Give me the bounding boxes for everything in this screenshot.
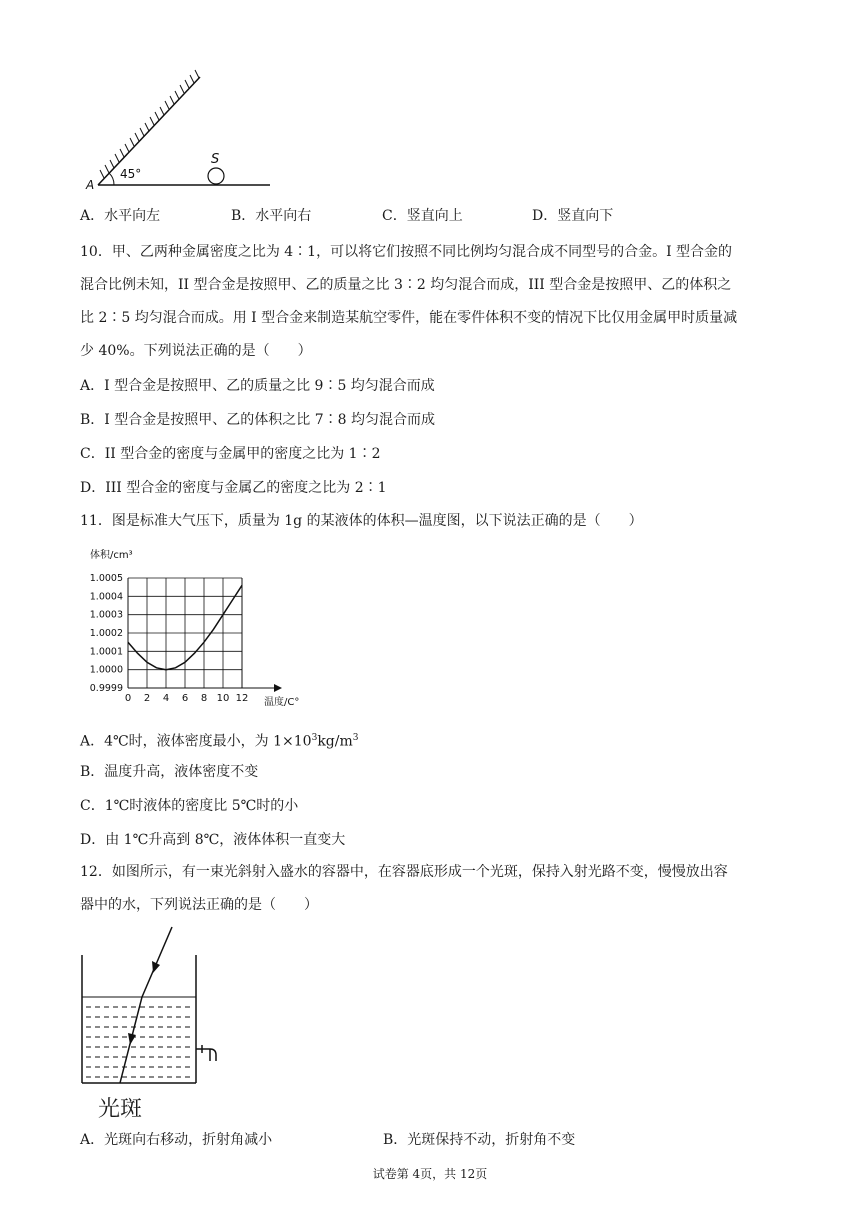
- angle-arc: [109, 173, 114, 185]
- q11-option-b[interactable]: B．温度升高，液体密度不变: [80, 764, 259, 780]
- page-footer: 试卷第 4页，共 12页: [372, 1167, 488, 1181]
- x-tick-label: 12: [235, 693, 249, 704]
- q9-option-b-letter: B．: [231, 208, 256, 224]
- point-s-label: S: [211, 152, 220, 167]
- y-tick-label: 0.9999: [89, 683, 123, 694]
- q12-option-a[interactable]: A．光斑向右移动，折射角减小: [80, 1132, 273, 1148]
- q10-option-c[interactable]: C．II 型合金的密度与金属甲的密度之比为 1∶2: [80, 446, 381, 462]
- angle-label: 45°: [120, 167, 142, 181]
- mirror-figure: [80, 65, 280, 195]
- q9-option-c-letter: C．: [382, 208, 407, 224]
- q10-stem-line-4: 少 40%。下列说法正确的是（ ）: [80, 343, 312, 359]
- water-dashes: [86, 1007, 194, 1077]
- q11-option-a-prefix: A．4℃时，液体密度最小，为 1×10: [80, 733, 312, 750]
- q10-stem-line-3: 比 2∶5 均匀混合而成。用 I 型合金来制造某航空零件，能在零件体积不变的情况下比仅用金属甲时质量减: [80, 310, 738, 326]
- water-container-figure: [70, 925, 230, 1090]
- q9-option-a[interactable]: [80, 206, 160, 226]
- x-tick-label: 2: [143, 693, 151, 704]
- q9-option-b[interactable]: [231, 206, 311, 226]
- q11-option-a[interactable]: [80, 728, 359, 752]
- q11-option-d[interactable]: D．由 1℃升高到 8℃，液体体积一直变大: [80, 832, 346, 848]
- incident-ray: [142, 927, 172, 997]
- q9-option-b-text: 水平向右: [255, 208, 312, 224]
- q11-option-a-exp: 3: [311, 733, 318, 743]
- q12-option-b[interactable]: B．光斑保持不动，折射角不变: [383, 1132, 576, 1148]
- q9-option-a-letter: A．: [80, 208, 105, 224]
- refracted-arrow: [128, 1033, 136, 1045]
- q11-option-c[interactable]: C．1℃时液体的密度比 5℃时的小: [80, 798, 299, 814]
- y-tick-label: 1.0005: [89, 573, 123, 584]
- point-s-circle: [208, 168, 224, 184]
- q10-stem-line-1: 10．甲、乙两种金属密度之比为 4∶1，可以将它们按照不同比例均匀混合成不同型号的合金。I 型合金的: [80, 244, 733, 260]
- q12-stem-line-1: 12．如图所示，有一束光斜射入盛水的容器中，在容器底形成一个光斑，保持入射光路不变，慢慢放出容: [80, 864, 728, 880]
- mirror-hatching: [100, 70, 199, 178]
- x-tick-label: 6: [181, 693, 189, 704]
- point-a-label: A: [86, 178, 95, 192]
- q11-option-a-unit-exp: 3: [352, 733, 359, 743]
- q10-option-b[interactable]: B．I 型合金是按照甲、乙的体积之比 7∶8 均匀混合而成: [80, 412, 435, 428]
- q10-stem-line-2: 混合比例未知，II 型合金是按照甲、乙的质量之比 3∶2 均匀混合而成，III 型合金是按照甲、乙的体积之: [80, 277, 732, 293]
- y-tick-label: 1.0000: [89, 664, 123, 676]
- volume-temperature-chart: [84, 542, 300, 712]
- q9-option-d[interactable]: [532, 206, 613, 226]
- x-axis-arrow: [274, 684, 282, 692]
- q9-option-a-text: 水平向左: [104, 208, 161, 224]
- q9-option-c-text: 竖直向上: [406, 208, 463, 224]
- light-spot-label: 光斑: [98, 1097, 143, 1122]
- chart-ylabel: 体积/cm³: [90, 550, 133, 561]
- x-tick-label: 10: [216, 693, 230, 704]
- y-tick-label: 1.0002: [89, 628, 123, 639]
- y-tick-label: 1.0004: [89, 591, 123, 603]
- q9-option-d-text: 竖直向下: [557, 208, 614, 224]
- q10-option-d[interactable]: D．III 型合金的密度与金属乙的密度之比为 2∶1: [80, 480, 387, 496]
- chart-xlabel: 温度/C°: [264, 697, 300, 708]
- y-tick-label: 1.0003: [89, 609, 123, 621]
- q11-stem: 11．图是标准大气压下，质量为 1g 的某液体的体积—温度图，以下说法正确的是（ ）: [80, 513, 643, 529]
- x-tick-label: 0: [124, 693, 132, 704]
- q9-option-c[interactable]: [382, 206, 463, 226]
- q9-option-d-letter: D．: [532, 208, 558, 224]
- y-tick-label: 1.0001: [89, 646, 123, 658]
- q12-stem-line-2: 器中的水，下列说法正确的是（ ）: [80, 897, 318, 913]
- q11-option-a-unit: kg/m: [317, 733, 353, 750]
- x-tick-label: 8: [200, 693, 208, 704]
- q10-option-a[interactable]: A．I 型合金是按照甲、乙的质量之比 9∶5 均匀混合而成: [80, 378, 435, 394]
- x-tick-label: 4: [162, 693, 170, 704]
- faucet-icon: [196, 1045, 216, 1061]
